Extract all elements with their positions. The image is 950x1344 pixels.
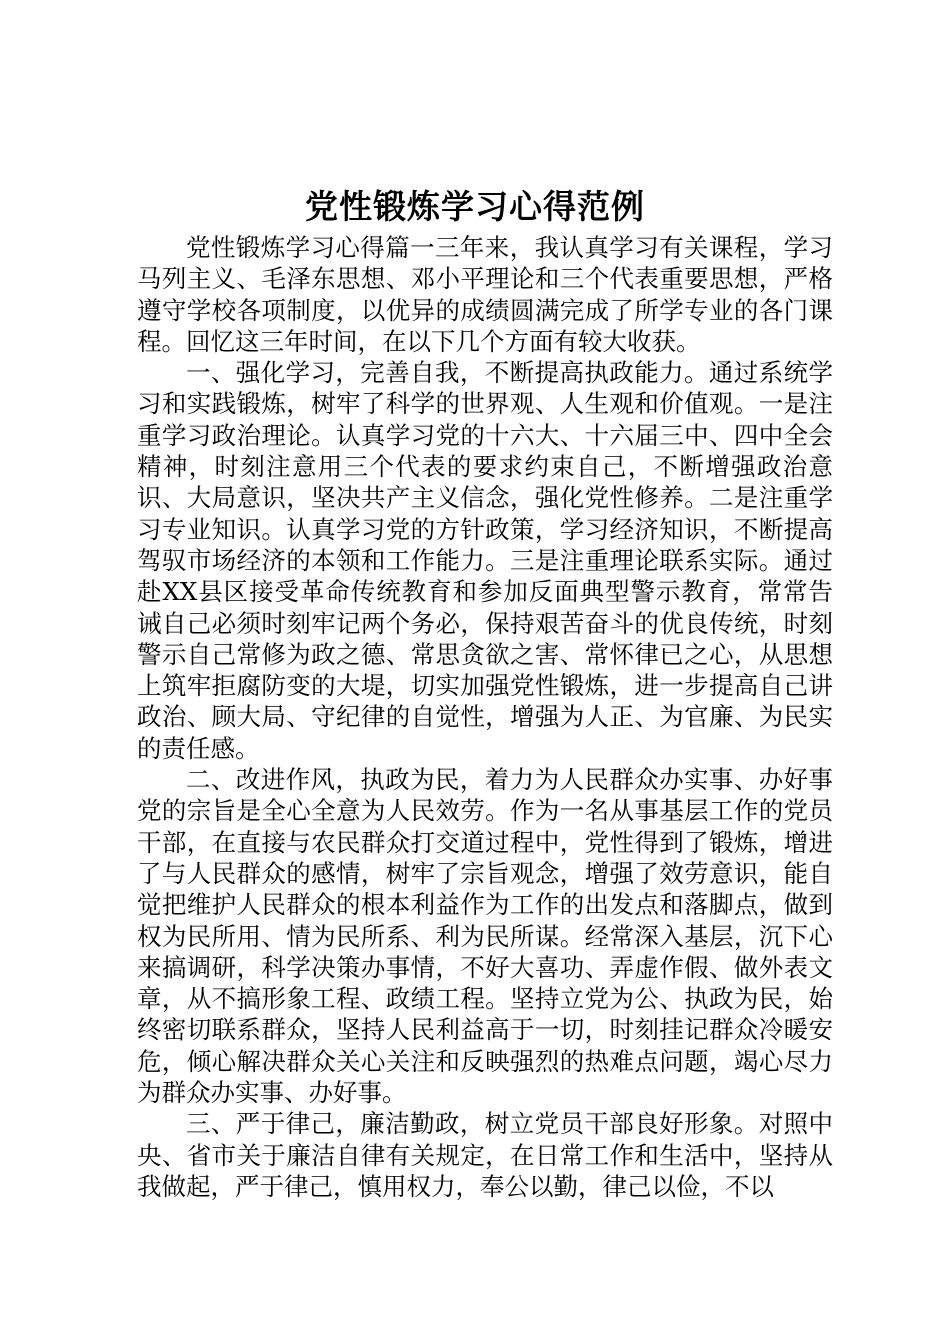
paragraph-section-one: 一、强化学习，完善自我，不断提高执政能力。通过系统学习和实践锻炼，树牢了科学的世界观、人生观和价值观。一是注重学习政治理论。认真学习党的十六大、十六届三中、四中全会精神，时刻注意用三个代表的要求约束自己，不断增强政治意识、大局意识，坚决共产主义信念，强化党性修养。二是注重学习专业知识。认真学习党的方针政策，学习经济知识，不断提高驾驭市场经济的本领和工作能力。三是注重理论联系实际。通过赴XX县区接受革命传统教育和参加反面典型警示教育，常常告诫自己必须时刻牢记两个务必，保持艰苦奋斗的优良传统，时刻警示自己常修为政之德、常思贪欲之害、常怀律已之心，从思想上筑牢拒腐防变的大堤，切实加强党性锻炼，进一步提高自己讲政治、顾大局、守纪律的自觉性，增强为人正、为官廉、为民实的责任感。	[137, 358, 833, 763]
paragraph-section-two: 二、改进作风，执政为民，着力为人民群众办实事、办好事党的宗旨是全心全意为人民效劳。作为一名从事基层工作的党员干部，在直接与农民群众打交道过程中，党性得到了锻炼，增进了与人民群众的感情，树牢了宗旨观念，增强了效劳意识，能自觉把维护人民群众的根本利益作为工作的出发点和落脚点，做到权为民所用、情为民所系、利为民所谋。经常深入基层，沉下心来搞调研，科学决策办事情，不好大喜功、弄虚作假、做外表文章，从不搞形象工程、政绩工程。坚持立党为公、执政为民，始终密切联系群众，坚持人民利益高于一切，时刻挂记群众冷暖安危，倾心解决群众关心关注和反映强烈的热难点问题，竭心尽力为群众办实事、办好事。	[137, 765, 833, 1108]
document-body	[137, 232, 833, 1202]
paragraph-section-three: 三、严于律己，廉洁勤政，树立党员干部良好形象。对照中央、省市关于廉洁自律有关规定，在日常工作和生活中，坚持从我做起，严于律己，慎用权力，奉公以勤，律己以俭，不以	[137, 1109, 833, 1201]
paragraph-intro: 党性锻炼学习心得篇一三年来，我认真学习有关课程，学习马列主义、毛泽东思想、邓小平理论和三个代表重要思想，严格遵守学校各项制度，以优异的成绩圆满完成了所学专业的各门课程。回忆这三年时间，在以下几个方面有较大收获。	[137, 233, 833, 356]
document-title: 党性锻炼学习心得范例	[305, 187, 645, 226]
